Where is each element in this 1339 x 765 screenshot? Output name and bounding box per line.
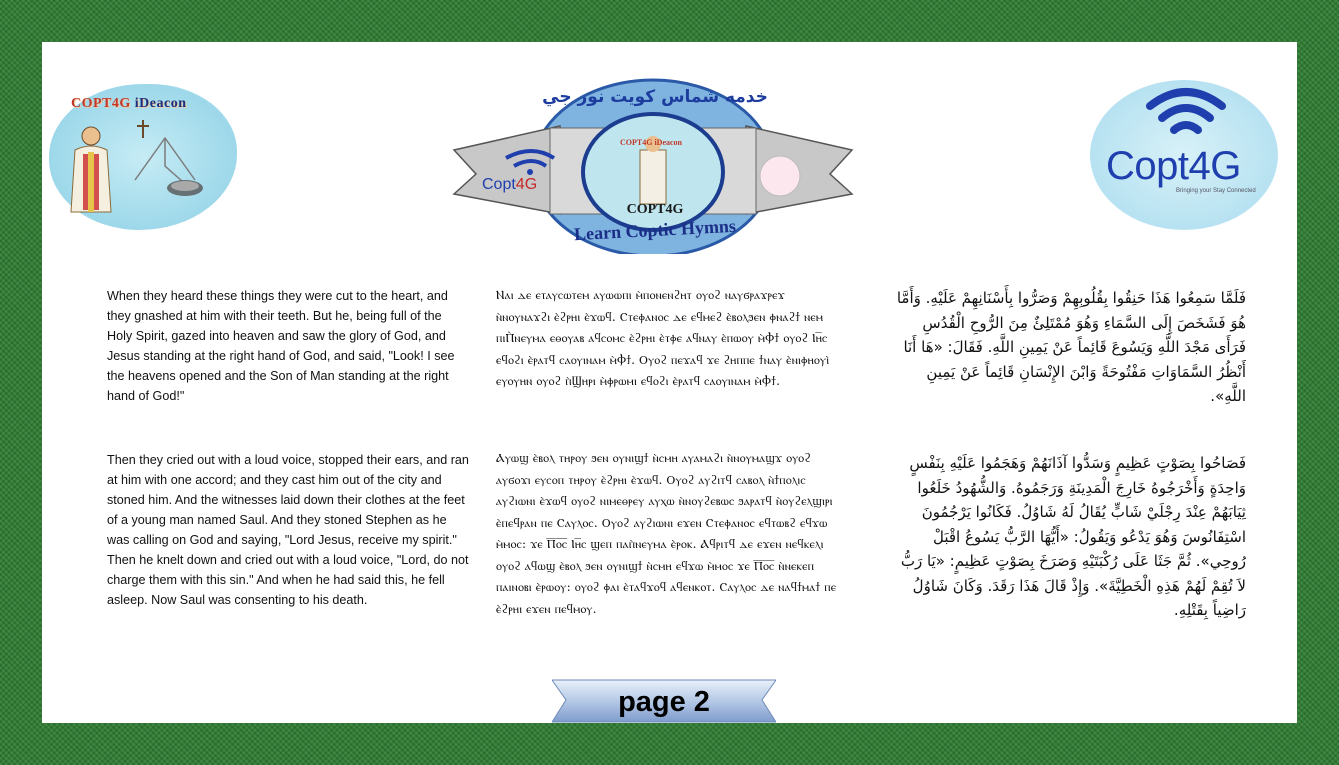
page-label: page 2 <box>618 686 710 718</box>
center-mini-copt: Copt4G <box>482 176 538 193</box>
english-paragraph-2: Then they cried out with a loud voice, stopped their ears, and ran at him with one accord; and they cast him out of the city and stoned him. And the witnesses laid down their clothes at the feet of a young man named Saul. And they stoned Stephen as he was calling on God and saying, "Lord Jesus, receive my spirit." Then he knelt down and cried out with a loud voice, "Lord, do not charge them with this sin." And when he had said this, he fell asleep. Now Saul was consenting to his death. <box>107 453 469 607</box>
center-arabic-title: خدمه شماس كويت نور جي <box>542 87 768 107</box>
logo-left-title: COPT4G iDeacon <box>71 96 187 111</box>
coptic-paragraph-1: Ⲛⲁⲓ ⲇⲉ ⲉⲧⲁⲩⲥⲱⲧⲉⲙ ⲁⲩⲱⲱⲡⲓ ⲙ̀ⲡⲟⲛⲉⲛϩⲏⲧ ⲟⲩⲟϩ ⲛⲁⲩϭⲣⲁϫⲣⲉϫ ⲛ̀ⲛⲟⲩⲛⲁϫϩⲓ ⲉ̀ϩⲣⲏⲓ ⲉ̀ϫⲱϥ. Ⲥⲧⲉⲫⲁⲛⲟⲥ ⲇⲉ ⲉϥⲙⲉϩ ⲉ̀ⲃⲟⲗϧⲉⲛ ⲫⲛⲁϩϯ ⲛⲉⲙ ⲡⲓⲠ̀ⲛⲉⲩⲙⲁ ⲉⲑⲟⲩⲁⲃ ⲁϥⲥⲟⲙⲥ ⲉ̀ϩⲣⲏⲓ ⲉ̀ⲧⲫⲉ ⲁϥⲛⲁⲩ ⲉ̀ⲡⲱⲟⲩ ⲙ̀Ⲫϯ ⲟⲩⲟϩ Ⲓⲏ̅ⲥ ⲉϥⲟϩⲓ ⲉ̀ⲣⲁⲧϥ ⲥⲁⲟⲩⲓⲛⲁⲙ ⲙ̀Ⲫϯ. Ⲟⲩⲟϩ ⲡⲉϫⲁϥ ϫⲉ ϩⲏⲡⲡⲉ ϯⲛⲁⲩ ⲉ̀ⲛⲓⲫⲏⲟⲩⲓ̀ ⲉⲩⲟⲩⲏⲛ ⲟⲩⲟϩ ⲡ̀Ϣⲏⲣⲓ ⲙ̀ⲫⲣⲱⲙⲓ ⲉϥⲟϩⲓ ⲉ̀ⲣⲁⲧϥ ⲥⲁⲟⲩⲓⲛⲁⲙ ⲙ̀Ⲫϯ. <box>496 288 830 388</box>
page-sheet <box>42 42 1297 723</box>
copt4g-brand-text: Copt4G <box>1106 144 1241 188</box>
center-mini-title: COPT4G iDeacon <box>620 138 682 147</box>
center-brand-copt4g: COPT4G <box>626 202 684 217</box>
learn-coptic-hymns-logo <box>450 78 856 254</box>
copt4g-ideacon-logo <box>49 84 237 230</box>
church-sketch-icon <box>123 120 207 200</box>
arabic-paragraph-2: فَصَاحُوا بِصَوْتٍ عَظِيمٍ وَسَدُّوا آذَانَهُمْ وَهَجَمُوا عَلَيْهِ بِنَفْسٍ وَاحِدَةٍ وَأَخْرَجُوهُ خَارِجَ الْمَدِينَةِ وَرَجَمُوهُ. وَالشُّهُودُ خَلَعُوا ثِيَابَهُمْ عِنْدَ رِجْلَيْ شَابٍّ يُقَالُ لَهُ شَاوُلُ. فَكَانُوا يَرْجُمُونَ اسْتِفَانُوسَ وَهُوَ يَدْعُو وَيَقُولُ: «أَيُّهَا الرَّبُّ يَسُوعُ اقْبَلْ رُوحِي». ثُمَّ جَثَا عَلَى رُكْبَتَيْهِ وَصَرَخَ بِصَوْتٍ عَظِيمٍ: «يَا رَبُّ لاَ تُقِمْ لَهُمْ هَذِهِ الْخَطِيَّةَ». وَإِذْ قَالَ هَذَا رَقَدَ. وَكَانَ شَاوُلُ رَاضِياً بِقَتْلِهِ. <box>900 454 1246 619</box>
center-learn-coptic-hymns: Learn Coptic Hymns <box>573 215 737 245</box>
english-paragraph-1: When they heard these things they were cut to the heart, and they gnashed at him with their teeth. But he, being full of the Holy Spirit, gazed into heaven and saw the glory of God, and Jesus standing at the right hand of God, and said, "Look! I see the heavens opened and the Son of Man standing at the right hand of God!" <box>107 289 455 403</box>
coptic-paragraph-2: Ⲁⲩⲱϣ ⲉ̀ⲃⲟⲗ ⲧⲏⲣⲟⲩ ϧⲉⲛ ⲟⲩⲛⲓϣϯ ⲛ̀ⲥⲙⲏ ⲁⲩⲁⲙⲁϩⲓ ⲛ̀ⲛⲟⲩⲙⲁϣϫ ⲟⲩⲟϩ ⲁⲩϭⲟϫⲓ ⲉⲩⲥⲟⲡ ⲧⲏⲣⲟⲩ ⲉ̀ϩⲣⲏⲓ ⲉ̀ϫⲱϥ. Ⲟⲩⲟϩ ⲁⲩϩⲓⲧϥ ⲥⲁⲃⲟⲗ ⲛ̀ϯⲡⲟⲗⲓⲥ ⲁⲩϩⲓⲱⲛⲓ ⲉ̀ϫⲱϥ ⲟⲩⲟϩ ⲛⲓⲙⲉⲑⲣⲉⲩ ⲁⲩⲭⲱ ⲛ̀ⲛⲟⲩϩⲉⲃⲱⲥ ϧⲁⲣⲁⲧϥ ⲛ̀ⲟⲩϩⲉⲗϣⲓⲣⲓ ⲉ̀ⲡⲉϥⲣⲁⲛ ⲡⲉ Ⲥⲁⲩⲗⲟⲥ. Ⲟⲩⲟϩ ⲁⲩϩⲓⲱⲛⲓ ⲉϫⲉⲛ Ⲥⲧⲉⲫⲁⲛⲟⲥ ⲉϥⲧⲱⲃϩ ⲉϥϫⲱ ⲙ̀ⲙⲟⲥ: ϫⲉ Ⲡ̅ⲟ̅ⲥ̅ Ⲓⲏ̅ⲥ ϣⲉⲡ ⲡⲁⲡ̀ⲛⲉⲩⲙⲁ ⲉ̀ⲣⲟⲕ. Ⲁϥⲣⲓⲧϥ ⲇⲉ ⲉϫⲉⲛ ⲛⲉϥⲕⲉⲗⲓ ⲟⲩⲟϩ ⲁϥⲱϣ ⲉ̀ⲃⲟⲗ ϧⲉⲛ ⲟⲩⲛⲓϣϯ ⲛ̀ⲥⲙⲏ ⲉϥϫⲱ ⲙ̀ⲙⲟⲥ ϫⲉ Ⲡ̅ⲟ̅ⲥ̅ ⲛ̀ⲛⲉⲕⲉⲡ ⲡⲁⲓⲛⲟⲃⲓ ⲉ̀ⲣⲱⲟⲩ: ⲟⲩⲟϩ ⲫⲁⲓ ⲉ̀ⲧⲁϥϫⲟϥ ⲁϥⲉⲛⲕⲟⲧ. Ⲥⲁⲩⲗⲟⲥ ⲇⲉ ⲛⲁϥϯⲙⲁϯ ⲡⲉ ⲉ̀ϩⲣⲏⲓ ⲉϫⲉⲛ ⲡⲉϥⲙⲟⲩ. <box>496 451 837 616</box>
wifi-icon <box>1146 84 1226 140</box>
saint-figure-icon <box>67 124 115 216</box>
copt4g-logo <box>1090 80 1278 230</box>
copt4g-tagline: Bringing your Stay Connected <box>1176 188 1256 194</box>
page-number-badge <box>552 678 776 723</box>
arabic-paragraph-1: فَلَمَّا سَمِعُوا هَذَا حَنِقُوا بِقُلُوبِهِمْ وَصَرُّوا بِأَسْنَانِهِمْ عَلَيْهِ. وَأَمَّا هُوَ فَشَخَصَ إِلَى السَّمَاءِ وَهُوَ مُمْتَلِئٌ مِنَ الرُّوحِ الْقُدُسِ فَرَأَى مَجْدَ اللَّهِ وَيَسُوعَ قَائِماً عَنْ يَمِينِ اللَّهِ. فَقَالَ: «هَا أَنَا أَنْظُرُ السَّمَاوَاتِ مَفْتُوحَةً وَابْنَ الإِنْسَانِ قَائِماً عَنْ يَمِينِ اللَّهِ». <box>896 289 1246 405</box>
